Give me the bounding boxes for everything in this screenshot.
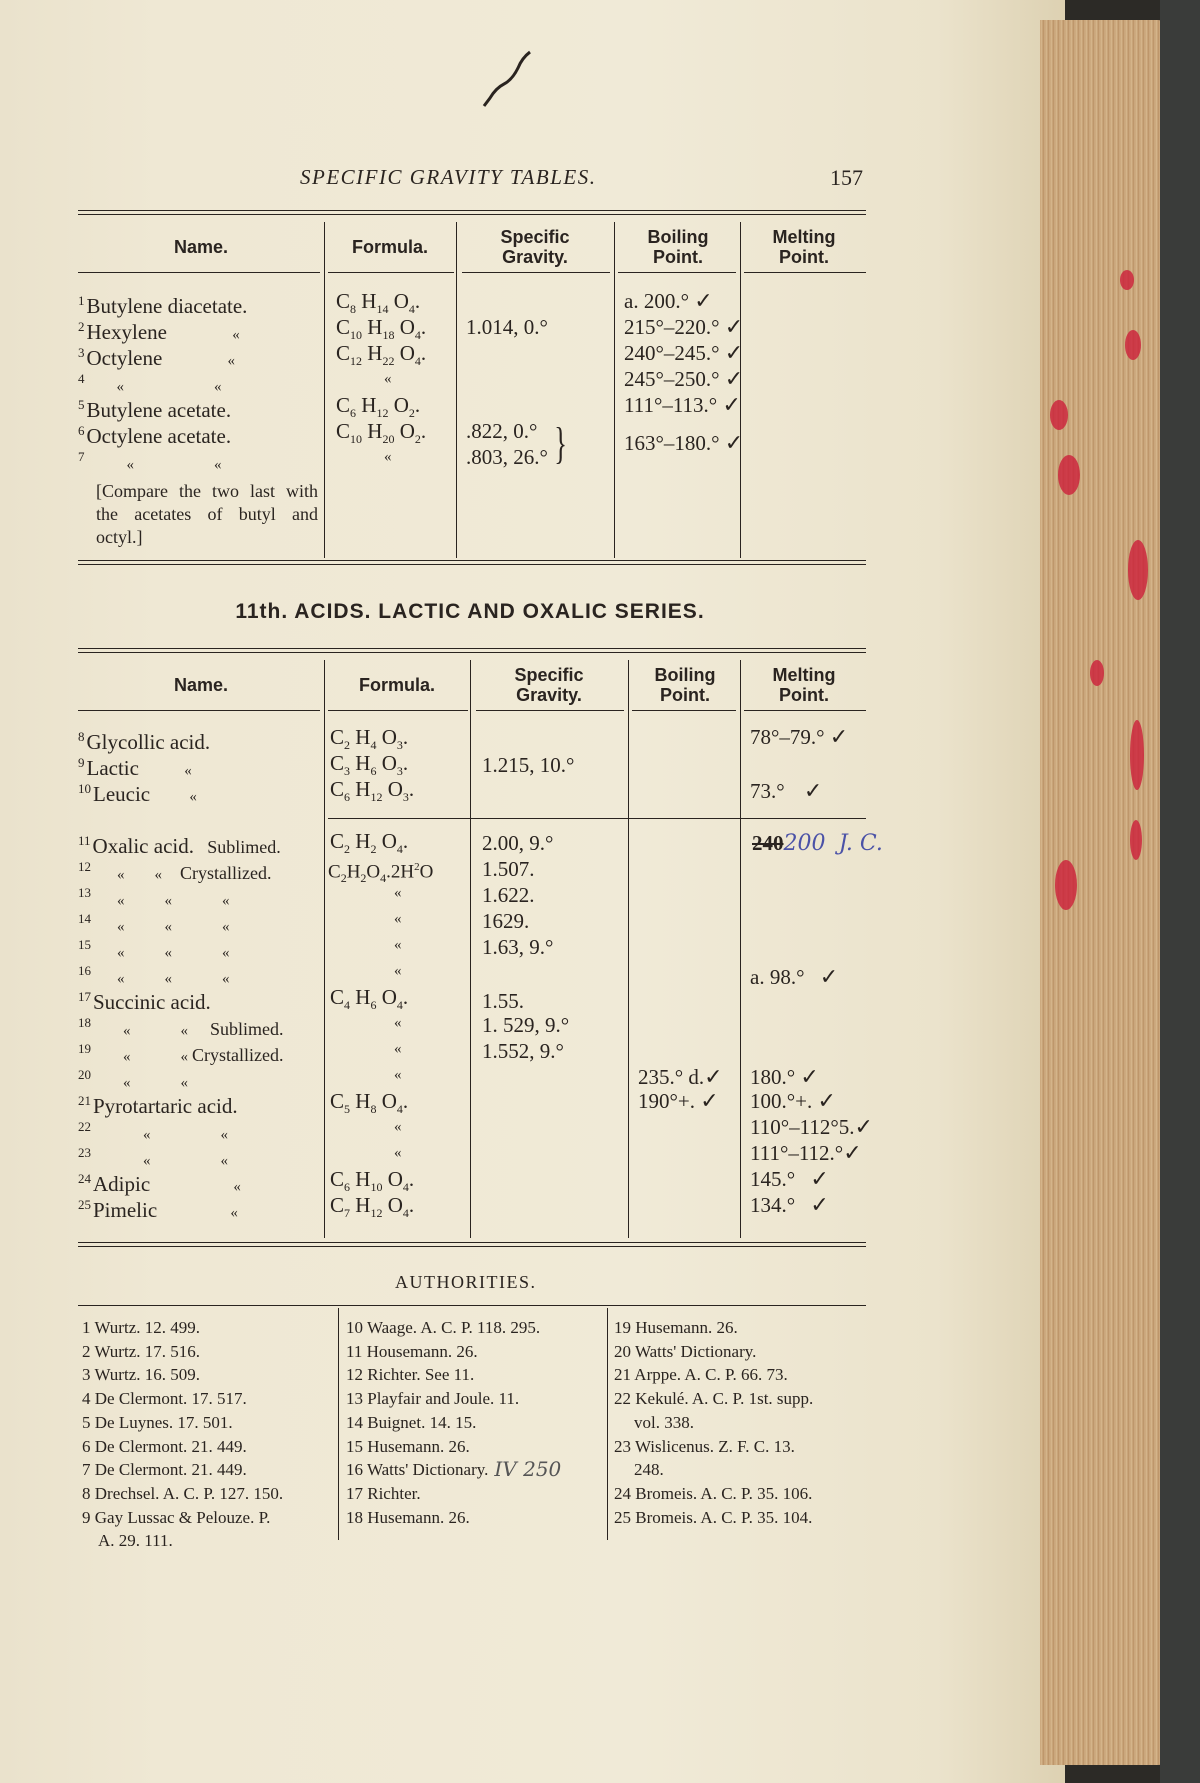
formula-cell: « <box>394 1067 402 1083</box>
table-row: $^2$Hexylene « <box>78 319 240 344</box>
table-row: $^1$Butylene diacetate. <box>78 293 248 318</box>
mp-cell: 111°–112.°✓ <box>750 1141 862 1166</box>
table-row: $^{20}$« « <box>78 1067 188 1091</box>
formula-cell: $C_{12}$ $H_{22}$ $O_4$. <box>336 341 427 369</box>
header-rule <box>462 272 610 273</box>
table-row: $^9$Lactic « <box>78 755 192 780</box>
red-stain <box>1130 820 1142 860</box>
section-title: 11th. ACIDS. LACTIC AND OXALIC SERIES. <box>235 600 705 623</box>
sg-cell: 1.63, 9.° <box>482 935 554 959</box>
red-stain <box>1130 720 1144 790</box>
authorities-col-3 <box>614 1316 813 1529</box>
authority-entry: 20 Watts' Dictionary. <box>614 1341 757 1361</box>
header-rule <box>744 710 866 711</box>
column-divider <box>607 1308 608 1540</box>
pencil-check-mark <box>478 48 548 118</box>
table-row: $^{12}$« « Crystallized. <box>78 859 272 883</box>
authority-entry: 4 De Clermont. 17. 517. <box>82 1389 247 1409</box>
table-row: $^{11}$Oxalic acid. Sublimed. <box>78 833 281 858</box>
table-row: $^7$« « <box>78 449 222 473</box>
sg-cell: 1.55. <box>482 989 524 1013</box>
column-divider <box>740 660 741 1238</box>
authority-entry: 10 Waage. A. C. P. 118. 295. <box>346 1318 541 1337</box>
mp-cell: 100.°+. ✓ <box>750 1089 836 1114</box>
formula-cell: $C_2$ $H_2$ $O_4$. <box>330 829 409 857</box>
formula-cell: « <box>384 449 392 465</box>
formula-cell: $C_7$ $H_{12}$ $O_4$. <box>330 1193 415 1221</box>
authority-entry: vol. 338. <box>634 1412 694 1432</box>
authority-entry: 248. <box>634 1460 664 1480</box>
header-melting-point: Melting Point. <box>772 665 836 705</box>
column-divider <box>338 1308 339 1540</box>
sg-cell: 1.622. <box>482 883 535 907</box>
table-row: $^{25}$Pimelic « <box>78 1197 238 1222</box>
table-row: $^{15}$« « « <box>78 937 230 961</box>
table-row: $^{21}$Pyrotartaric acid. <box>78 1093 238 1118</box>
authority-entry: 22 Kekulé. A. C. P. 1st. supp. <box>614 1389 814 1409</box>
table-row: $^5$Butylene acetate. <box>78 397 232 422</box>
header-rule <box>618 272 736 273</box>
authority-entry: 24 Bromeis. A. C. P. 35. 106. <box>614 1483 813 1503</box>
header-rule <box>744 272 866 273</box>
authorities-title: AUTHORITIES. <box>395 1272 537 1292</box>
table-row: $^8$Glycollic acid. <box>78 729 211 754</box>
mp-cell: 73.° ✓ <box>750 779 823 804</box>
authority-entry: 18 Husemann. 26. <box>346 1507 470 1527</box>
header-rule <box>476 710 624 711</box>
authorities-rule <box>78 1305 866 1306</box>
group-rule <box>328 818 866 819</box>
table-row: $^{14}$« « « <box>78 911 230 935</box>
mp-cell: 78°–79.° ✓ <box>750 725 849 750</box>
header-formula: Formula. <box>358 675 435 695</box>
header-boiling-point: Boiling Point. <box>654 665 716 705</box>
bp-cell: 215°–220.° ✓ <box>624 315 744 340</box>
header-rule <box>328 710 468 711</box>
authority-entry: 2 Wurtz. 17. 516. <box>82 1341 200 1361</box>
formula-cell: « <box>394 937 402 953</box>
table-row: $^{13}$« « « <box>78 885 230 909</box>
header-formula: Formula. <box>351 237 428 257</box>
bp-cell: 240°–245.° ✓ <box>624 341 744 366</box>
formula-cell: « <box>394 963 402 979</box>
sg-cell: .803, 26.° <box>466 445 548 469</box>
table-row: $^{17}$Succinic acid. <box>78 989 211 1014</box>
bp-cell: 111°–113.° ✓ <box>624 393 741 418</box>
authority-entry: 15 Husemann. 26. <box>346 1436 470 1456</box>
book-cover <box>1160 0 1200 1783</box>
running-title: SPECIFIC GRAVITY TABLES. <box>300 165 597 189</box>
table-row: $^{18}$« « Sublimed. <box>78 1015 284 1039</box>
table-row: $^3$Octylene « <box>78 345 236 370</box>
header-rule <box>78 710 320 711</box>
formula-cell: $C_3$ $H_6$ $O_3$. <box>330 751 409 779</box>
header-specific-gravity: Specific Gravity. <box>500 227 570 267</box>
red-stain <box>1125 330 1141 360</box>
mp-cell: 180.° ✓ <box>750 1065 819 1090</box>
header-rule <box>632 710 736 711</box>
compare-note: [Compare the two last with the acetates of butyl and octyl.] <box>96 481 318 547</box>
column-divider <box>628 660 629 1238</box>
authorities-col-1 <box>82 1316 283 1553</box>
authority-entry: 3 Wurtz. 16. 509. <box>82 1365 200 1385</box>
authority-entry: 9 Gay Lussac & Pelouze. P. <box>82 1507 271 1527</box>
sg-cell: 1. 529, 9.° <box>482 1013 570 1037</box>
formula-cell: $C_6$ $H_{12}$ $O_3$. <box>330 777 415 805</box>
mp-cell-corrected: 240200 J. C. <box>752 831 883 856</box>
table-row: $^{23}$« « <box>78 1145 228 1169</box>
table-row: $^{19}$« « Crystallized. <box>78 1041 284 1065</box>
authority-entry: 13 Playfair and Joule. 11. <box>346 1389 520 1409</box>
red-stain <box>1128 540 1148 600</box>
column-divider <box>614 222 615 558</box>
sg-cell: 2.00, 9.° <box>482 831 554 855</box>
table-row: $^{22}$« « <box>78 1119 228 1143</box>
header-melting-point: Melting Point. <box>772 227 836 267</box>
sg-cell: 1629. <box>482 909 530 933</box>
mp-cell: a. 98.° ✓ <box>750 965 839 990</box>
header-rule <box>78 272 320 273</box>
authority-entry: 1 Wurtz. 12. 499. <box>82 1318 200 1337</box>
authority-entry: 14 Buignet. 14. 15. <box>346 1412 477 1432</box>
authority-entry: 8 Drechsel. A. C. P. 127. 150. <box>82 1483 284 1503</box>
table-bottom-rule <box>78 560 866 565</box>
table-row: $^{10}$Leucic « <box>78 781 197 806</box>
sg-cell: 1.014, 0.° <box>466 315 548 339</box>
mp-cell: 134.° ✓ <box>750 1193 829 1218</box>
header-name: Name. <box>173 237 229 257</box>
red-stain <box>1058 455 1080 495</box>
authority-entry: 12 Richter. See 11. <box>346 1365 475 1385</box>
sg-cell: 1.507. <box>482 857 535 881</box>
formula-cell: $C_2$ $H_4$ $O_3$. <box>330 725 409 753</box>
red-stain <box>1055 860 1077 910</box>
red-stain <box>1090 660 1104 686</box>
sg-cell: 1.552, 9.° <box>482 1039 564 1063</box>
authority-entry: 19 Husemann. 26. <box>614 1318 738 1337</box>
brace: } <box>554 419 567 468</box>
red-stain <box>1120 270 1134 290</box>
table-row: $^6$Octylene acetate. <box>78 423 232 448</box>
sg-cell: 1.215, 10.° <box>482 753 575 777</box>
authority-entry: 11 Housemann. 26. <box>346 1341 478 1361</box>
formula-cell: $C_2H_2O_4.2H^2O$ <box>328 861 434 886</box>
bp-cell: 235.° d.✓ <box>638 1065 723 1090</box>
table-bottom-rule <box>78 1242 866 1247</box>
column-divider <box>470 660 471 1238</box>
column-divider <box>324 222 325 558</box>
authority-entry: 21 Arppe. A. C. P. 66. 73. <box>614 1365 788 1385</box>
column-divider <box>324 660 325 1238</box>
header-name: Name. <box>173 675 229 695</box>
bp-cell: a. 200.° ✓ <box>624 289 713 314</box>
formula-cell: $C_{10}$ $H_{18}$ $O_4$. <box>336 315 427 343</box>
header-specific-gravity: Specific Gravity. <box>514 665 584 705</box>
header-boiling-point: Boiling Point. <box>647 227 709 267</box>
formula-cell: « <box>394 1015 402 1031</box>
page-number: 157 <box>830 165 863 190</box>
formula-cell: « <box>394 911 402 927</box>
authority-entry: 25 Bromeis. A. C. P. 35. 104. <box>614 1507 813 1527</box>
authority-entry: 17 Richter. <box>346 1483 421 1503</box>
sg-cell: .822, 0.° <box>466 419 538 443</box>
formula-cell: « <box>384 371 392 387</box>
table-acids <box>78 648 883 1242</box>
formula-cell: « <box>394 1041 402 1057</box>
bp-cell: 163°–180.° ✓ <box>624 431 744 456</box>
authority-entry: 6 De Clermont. 21. 449. <box>82 1436 247 1456</box>
authorities-col-2 <box>346 1316 562 1529</box>
mp-cell: 110°–112°5.✓ <box>750 1115 873 1140</box>
formula-cell: $C_{10}$ $H_{20}$ $O_2$. <box>336 419 427 447</box>
handwritten-note: IV 250 <box>494 1457 562 1482</box>
bp-cell: 190°+. ✓ <box>638 1089 719 1114</box>
formula-cell: « <box>394 885 402 901</box>
table-header <box>78 653 866 717</box>
formula-cell: « <box>394 1145 402 1161</box>
table-header <box>78 215 866 279</box>
authority-entry: 5 De Luynes. 17. 501. <box>82 1412 233 1432</box>
formula-cell: $C_8$ $H_{14}$ $O_4$. <box>336 289 421 317</box>
authority-entry: 16 Watts' Dictionary. IV 250 <box>346 1457 562 1482</box>
table-row: $^{16}$« « « <box>78 963 230 987</box>
formula-cell: $C_6$ $H_{10}$ $O_4$. <box>330 1167 415 1195</box>
formula-cell: $C_6$ $H_{12}$ $O_2$. <box>336 393 421 421</box>
authority-entry: 23 Wislicenus. Z. F. C. 13. <box>614 1436 795 1456</box>
authority-entry: A. 29. 111. <box>98 1531 173 1551</box>
formula-cell: $C_5$ $H_8$ $O_4$. <box>330 1089 409 1117</box>
red-stain <box>1050 400 1068 430</box>
formula-cell: $C_4$ $H_6$ $O_4$. <box>330 985 409 1013</box>
bp-cell: 245°–250.° ✓ <box>624 367 744 392</box>
authority-entry: 7 De Clermont. 21. 449. <box>82 1460 247 1480</box>
header-rule <box>328 272 454 273</box>
table-alcohols-acetates <box>78 210 866 568</box>
table-row: $^{24}$Adipic « <box>78 1171 241 1196</box>
table-row: $^4$« « <box>78 371 222 395</box>
column-divider <box>456 222 457 558</box>
formula-cell: « <box>394 1119 402 1135</box>
mp-cell: 145.° ✓ <box>750 1167 829 1192</box>
